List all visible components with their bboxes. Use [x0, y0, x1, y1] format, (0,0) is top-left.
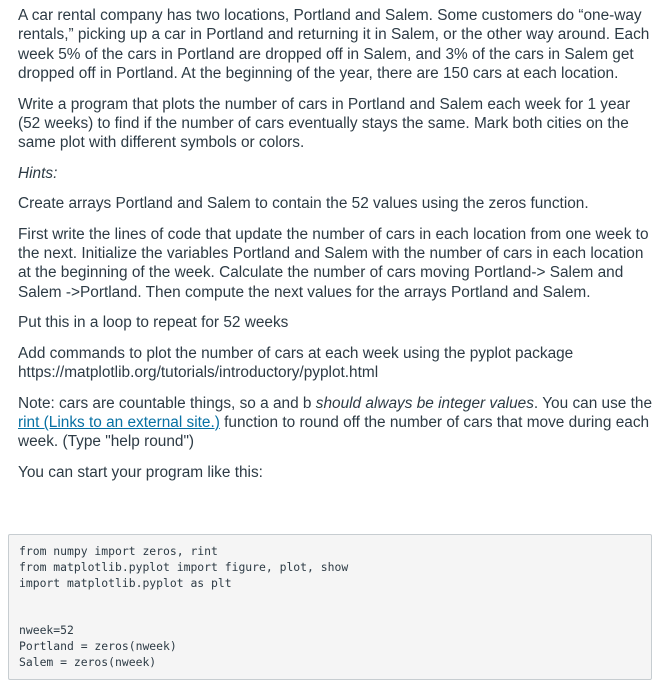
task-paragraph: Write a program that plots the number of cars in Portland and Salem each week for 1 year (52 weeks) to find if the number of cars eventually stays the same. Mark both cities on the same plot with different symbols or colors.	[18, 95, 631, 152]
pyplot-url-text: https://matplotlib.org/tutorials/introductory/pyplot.html	[18, 364, 379, 382]
hint-update-paragraph: First write the lines of code that update the number of cars in each location from one week to the next. Initialize the variables Portland and Salem with the number of cars in each location at the beginning of the week. Calculate the number of cars moving Portland-> Salem and Salem ->Portland. Then compute the next values for the arrays Portland and Salem.	[18, 225, 649, 301]
code-line	[19, 607, 641, 623]
intro-paragraph: A car rental company has two locations, Portland and Salem. Some customers do “one-way rentals,” picking up a car in Portland and returning it in Salem, or the other way around. Each week 5% of the cars in Portland are dropped off in Salem, and 3% of the cars in Salem get dropped off in Portland. At the beginning of the year, there are 150 cars at each location.	[18, 7, 650, 83]
problem-statement	[18, 6, 656, 493]
hint-plot-text: Add commands to plot the number of cars at each week using the pyplot package	[18, 344, 574, 362]
code-line	[19, 591, 641, 607]
code-line: nweek=52	[19, 622, 74, 637]
hint-arrays-paragraph: Create arrays Portland and Salem to contain the 52 values using the zeros function.	[18, 195, 589, 213]
code-line: import matplotlib.pyplot as plt	[19, 575, 232, 590]
start-paragraph: You can start your program like this:	[18, 463, 263, 481]
note-emphasis: should always be integer values	[315, 394, 534, 412]
code-line: from numpy import zeros, rint	[19, 544, 218, 558]
rint-external-link[interactable]: rint (Links to an external site.)	[18, 413, 220, 431]
note-prefix: Note: cars are countable things, so a and b	[18, 394, 316, 412]
code-block	[8, 534, 652, 680]
code-line: Salem = zeros(nweek)	[19, 654, 157, 669]
hints-label: Hints:	[18, 164, 58, 182]
code-line: Portland = zeros(nweek)	[19, 638, 177, 653]
note-after-emphasis: . You can use the	[533, 394, 653, 412]
hint-plot-paragraph	[18, 344, 656, 383]
hint-loop-paragraph: Put this in a loop to repeat for 52 weeks	[18, 314, 289, 332]
note-suffix: function to round off the number of cars that move during each week. (Type "help round")	[18, 413, 650, 451]
code-line: from matplotlib.pyplot import figure, plot, show	[19, 559, 349, 574]
note-paragraph	[18, 394, 656, 452]
